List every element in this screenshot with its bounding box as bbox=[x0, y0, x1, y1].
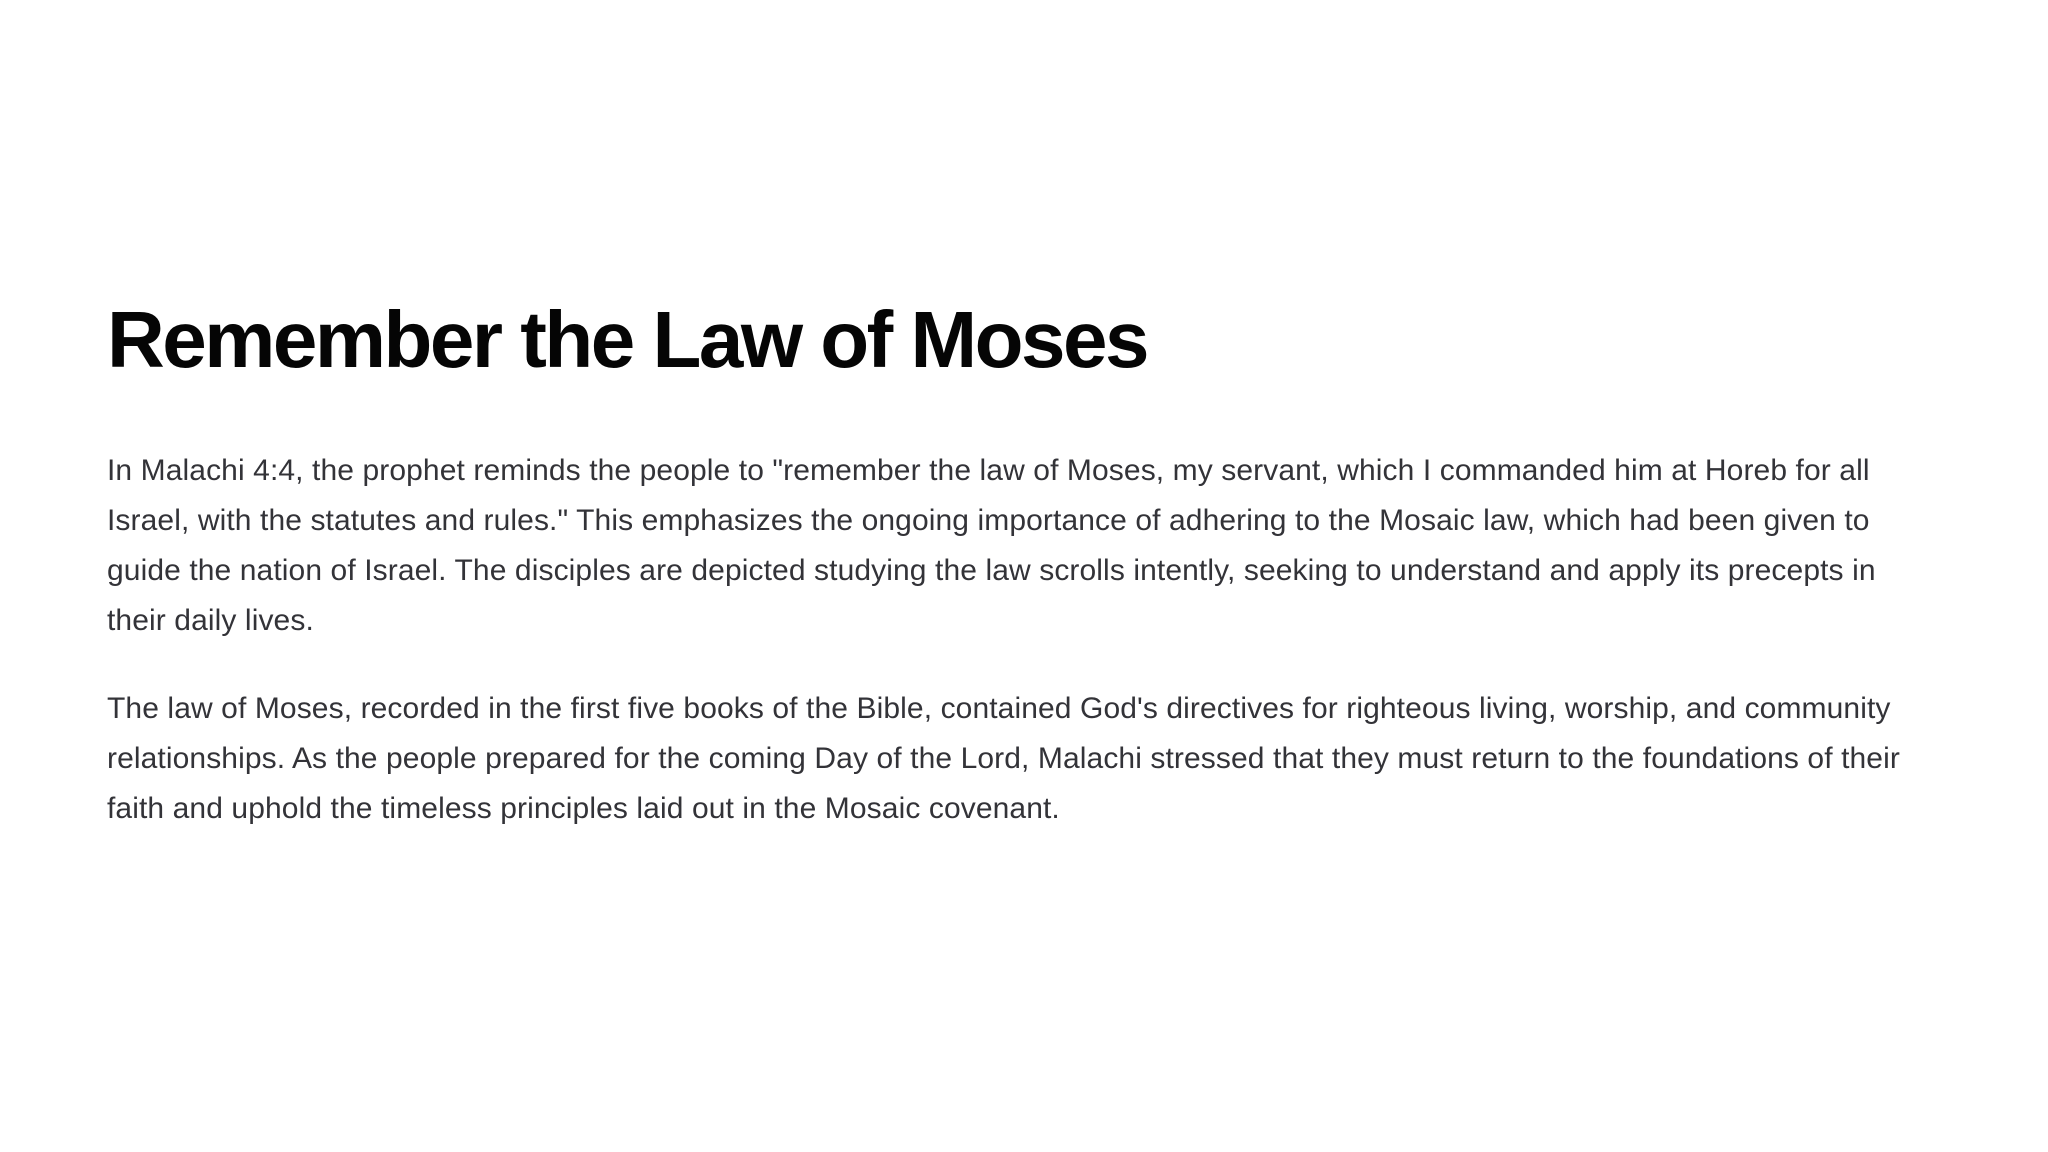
article-content bbox=[107, 0, 1933, 834]
page-title: Remember the Law of Moses bbox=[107, 295, 1147, 384]
paragraph-1: In Malachi 4:4, the prophet reminds the people to "remember the law of Moses, my servant, which I commanded him at Horeb for all Israel, with the statutes and rules." This emphasizes the ongoing importance of adhering to the Mosaic law, which had been given to guide the nation of Israel. The disciples are depicted studying the law scrolls intently, seeking to understand and apply its precepts in their daily lives. bbox=[107, 454, 1876, 637]
paragraph-2: The law of Moses, recorded in the first five books of the Bible, contained God's directives for righteous living, worship, and community relationships. As the people prepared for the coming Day of the Lord, Malachi stressed that they must return to the foundations of their faith and uphold the timeless principles laid out in the Mosaic covenant. bbox=[107, 692, 1900, 825]
body-copy bbox=[107, 446, 1933, 834]
